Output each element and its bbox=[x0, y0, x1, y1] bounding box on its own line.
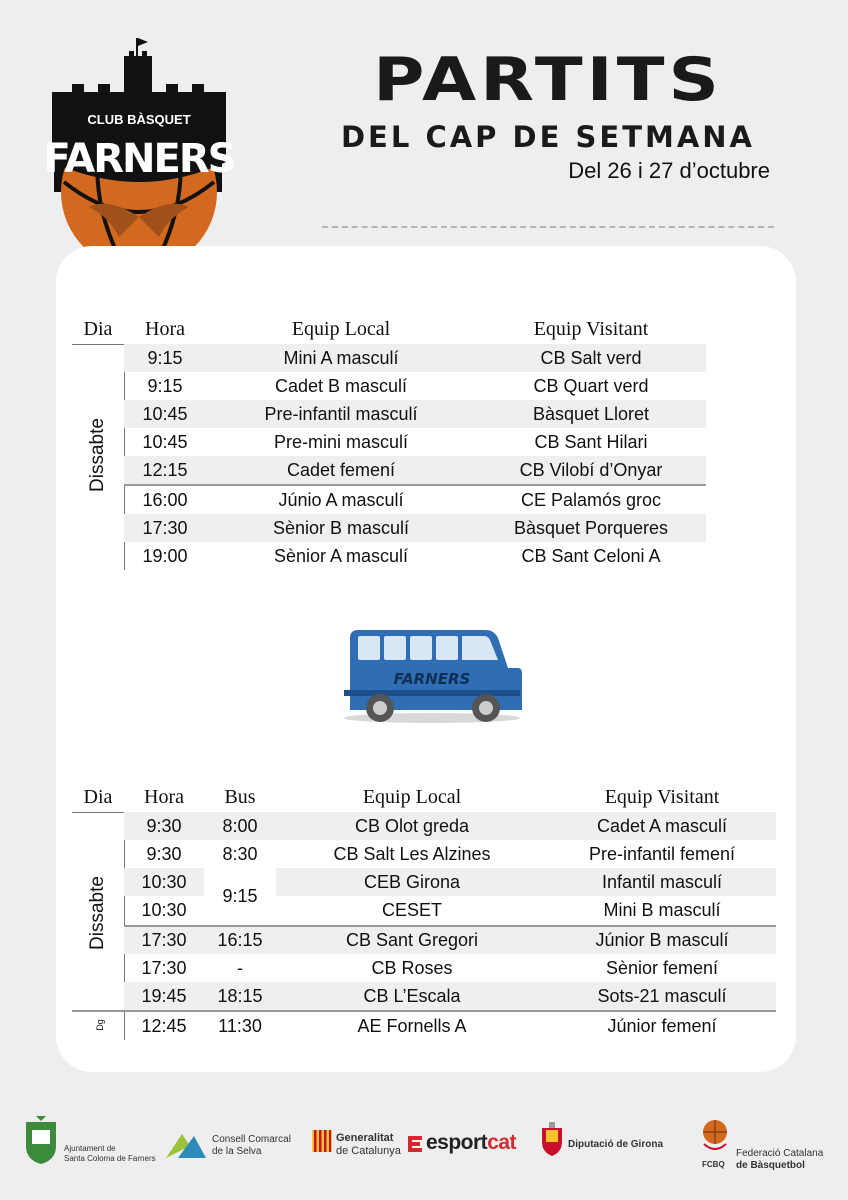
cell-time: 16:00 bbox=[142, 490, 188, 510]
table-row bbox=[124, 840, 776, 868]
cell-visitor-team: Mini B masculí bbox=[603, 900, 721, 920]
header-time: Hora bbox=[145, 318, 185, 340]
ajuntament-line-1: Ajuntament de bbox=[64, 1144, 116, 1153]
page-title: PARTITS bbox=[373, 44, 723, 115]
sponsor-generalitat bbox=[312, 1114, 402, 1174]
cell-visitor-team: CE Palamós groc bbox=[520, 490, 662, 510]
esportcat-text-a: esport bbox=[426, 1131, 488, 1154]
cell-time: 10:30 bbox=[141, 900, 187, 920]
cell-time: 9:15 bbox=[147, 348, 183, 368]
cell-local-team: CEB Girona bbox=[363, 872, 461, 892]
cell-local-team: CB Roses bbox=[371, 958, 453, 978]
sponsor-esportcat bbox=[406, 1114, 526, 1174]
cell-visitor-team: Bàsquet Lloret bbox=[532, 404, 650, 424]
afternoon-divider bbox=[124, 484, 706, 486]
cell-time: 19:00 bbox=[142, 546, 188, 566]
day-label-sunday: Dg bbox=[95, 1019, 105, 1031]
cell-local-team: Cadet B masculí bbox=[274, 376, 408, 396]
date-range: Del 26 i 27 d’octubre bbox=[568, 158, 770, 183]
header-visitor: Equip Visitant bbox=[533, 318, 649, 340]
cell-bus-time: 18:15 bbox=[217, 986, 263, 1006]
day-label: Dissabte bbox=[87, 418, 108, 492]
table-row bbox=[124, 1012, 776, 1040]
cell-visitor-team: Júnior B masculí bbox=[595, 930, 729, 950]
cell-time: 9:30 bbox=[146, 816, 182, 836]
table-row bbox=[124, 812, 776, 840]
cell-local-team: Pre-mini masculí bbox=[273, 432, 409, 452]
cell-local-team: CB Sant Gregori bbox=[345, 930, 479, 950]
header-visitor: Equip Visitant bbox=[604, 786, 720, 808]
cell-local-team: CB L’Escala bbox=[363, 986, 461, 1006]
esportcat-text bbox=[426, 1131, 516, 1155]
cell-visitor-team: Cadet A masculí bbox=[596, 816, 728, 836]
day-label: Dissabte bbox=[87, 876, 108, 950]
table-row bbox=[124, 400, 706, 428]
cell-bus-time: 8:00 bbox=[222, 816, 258, 836]
header-time: Hora bbox=[144, 786, 184, 808]
fcbq-line-2: de Bàsquetbol bbox=[736, 1160, 805, 1171]
cell-visitor-team: Sots-21 masculí bbox=[597, 986, 727, 1006]
table-row bbox=[124, 372, 706, 400]
cell-time: 9:30 bbox=[146, 844, 182, 864]
header-bus: Bus bbox=[224, 786, 256, 808]
cell-bus-time: - bbox=[237, 958, 243, 978]
cell-visitor-team: Pre-infantil femení bbox=[588, 844, 736, 864]
cell-bus-time-merged bbox=[204, 868, 276, 924]
consell-line-2: de la Selva bbox=[212, 1146, 262, 1157]
cell-visitor-team: Júnior femení bbox=[607, 1016, 717, 1036]
sponsor-ajuntament bbox=[24, 1114, 154, 1174]
cell-time: 10:45 bbox=[142, 404, 188, 424]
cell-visitor-team: CB Sant Hilari bbox=[534, 432, 648, 452]
ajuntament-line-2: Santa Coloma de Farners bbox=[64, 1154, 156, 1163]
esportcat-icon bbox=[406, 1134, 424, 1154]
table-row bbox=[124, 428, 706, 456]
fcbq-line-1: Federació Catalana bbox=[736, 1148, 824, 1159]
cell-bus-time: 8:30 bbox=[222, 844, 258, 864]
table-row bbox=[124, 344, 706, 372]
cell-bus-time: 9:15 bbox=[222, 886, 258, 906]
cell-local-team: CESET bbox=[381, 900, 442, 920]
cell-time: 12:15 bbox=[142, 460, 188, 480]
club-name-main: FARNERS bbox=[44, 136, 234, 182]
generalitat-line-2: de Catalunya bbox=[336, 1145, 401, 1157]
header-local: Equip Local bbox=[291, 318, 391, 340]
cell-visitor-team: Sènior femení bbox=[605, 958, 719, 978]
cell-visitor-team: CB Quart verd bbox=[533, 376, 649, 396]
generalitat-shield-icon bbox=[312, 1130, 332, 1156]
bus-image bbox=[340, 626, 524, 726]
esportcat-text-b: cat bbox=[487, 1131, 517, 1154]
cell-local-team: Sènior A masculí bbox=[273, 546, 409, 566]
header-divider bbox=[322, 226, 774, 228]
cell-time: 17:30 bbox=[142, 518, 188, 538]
sponsor-diputacio bbox=[540, 1114, 670, 1174]
cell-visitor-team: Bàsquet Porqueres bbox=[513, 518, 669, 538]
cell-visitor-team: Infantil masculí bbox=[601, 872, 723, 892]
fcbq-abbr: FCBQ bbox=[702, 1160, 725, 1169]
cell-visitor-team: CB Salt verd bbox=[540, 348, 642, 368]
cell-time: 10:45 bbox=[142, 432, 188, 452]
cell-local-team: Mini A masculí bbox=[283, 348, 399, 368]
cell-time: 19:45 bbox=[141, 986, 187, 1006]
generalitat-line-1: Generalitat bbox=[336, 1132, 394, 1144]
table-row bbox=[124, 456, 706, 484]
club-logo bbox=[44, 32, 234, 272]
fcbq-ball-icon bbox=[698, 1118, 732, 1158]
cell-bus-time: 11:30 bbox=[218, 1016, 262, 1036]
table-row bbox=[124, 954, 776, 982]
cell-local-team: Júnio A masculí bbox=[278, 490, 404, 510]
cell-time: 17:30 bbox=[141, 930, 187, 950]
sponsor-consell bbox=[164, 1114, 294, 1174]
cell-time: 10:30 bbox=[141, 872, 187, 892]
cell-visitor-team: CB Vilobí d’Onyar bbox=[519, 460, 663, 480]
ajuntament-shield-icon bbox=[24, 1116, 58, 1164]
cell-local-team: Pre-infantil masculí bbox=[264, 404, 418, 424]
consell-line-1: Consell Comarcal bbox=[212, 1134, 291, 1145]
diputacio-shield-icon bbox=[540, 1122, 564, 1156]
header-day: Dia bbox=[83, 786, 113, 808]
sunday-divider bbox=[72, 1010, 776, 1012]
table-row bbox=[124, 926, 776, 954]
club-name-top: CLUB BÀSQUET bbox=[87, 112, 191, 127]
bus-logo-text: FARNERS bbox=[393, 670, 471, 688]
page-subtitle: DEL CAP DE SETMANA bbox=[340, 120, 755, 154]
cell-local-team: CB Salt Les Alzines bbox=[333, 844, 491, 864]
cell-visitor-team: CB Sant Celoni A bbox=[521, 546, 661, 566]
table-row bbox=[124, 486, 706, 514]
diputacio-text: Diputació de Girona bbox=[568, 1139, 664, 1150]
consell-logo-icon bbox=[164, 1130, 208, 1160]
cell-time: 12:45 bbox=[141, 1016, 187, 1036]
cell-local-team: AE Fornells A bbox=[357, 1016, 467, 1036]
sponsor-fcbq bbox=[696, 1114, 832, 1174]
cell-local-team: Cadet femení bbox=[286, 460, 396, 480]
table-row bbox=[124, 514, 706, 542]
cell-local-team: Sènior B masculí bbox=[272, 518, 410, 538]
cell-bus-time: 16:15 bbox=[217, 930, 263, 950]
header-day: Dia bbox=[83, 318, 113, 340]
cell-local-team: CB Olot greda bbox=[354, 816, 470, 836]
header-local: Equip Local bbox=[362, 786, 462, 808]
cell-time: 17:30 bbox=[141, 958, 187, 978]
afternoon-divider bbox=[124, 925, 776, 927]
table-row bbox=[124, 542, 706, 570]
cell-time: 9:15 bbox=[147, 376, 183, 396]
table-row bbox=[124, 982, 776, 1010]
